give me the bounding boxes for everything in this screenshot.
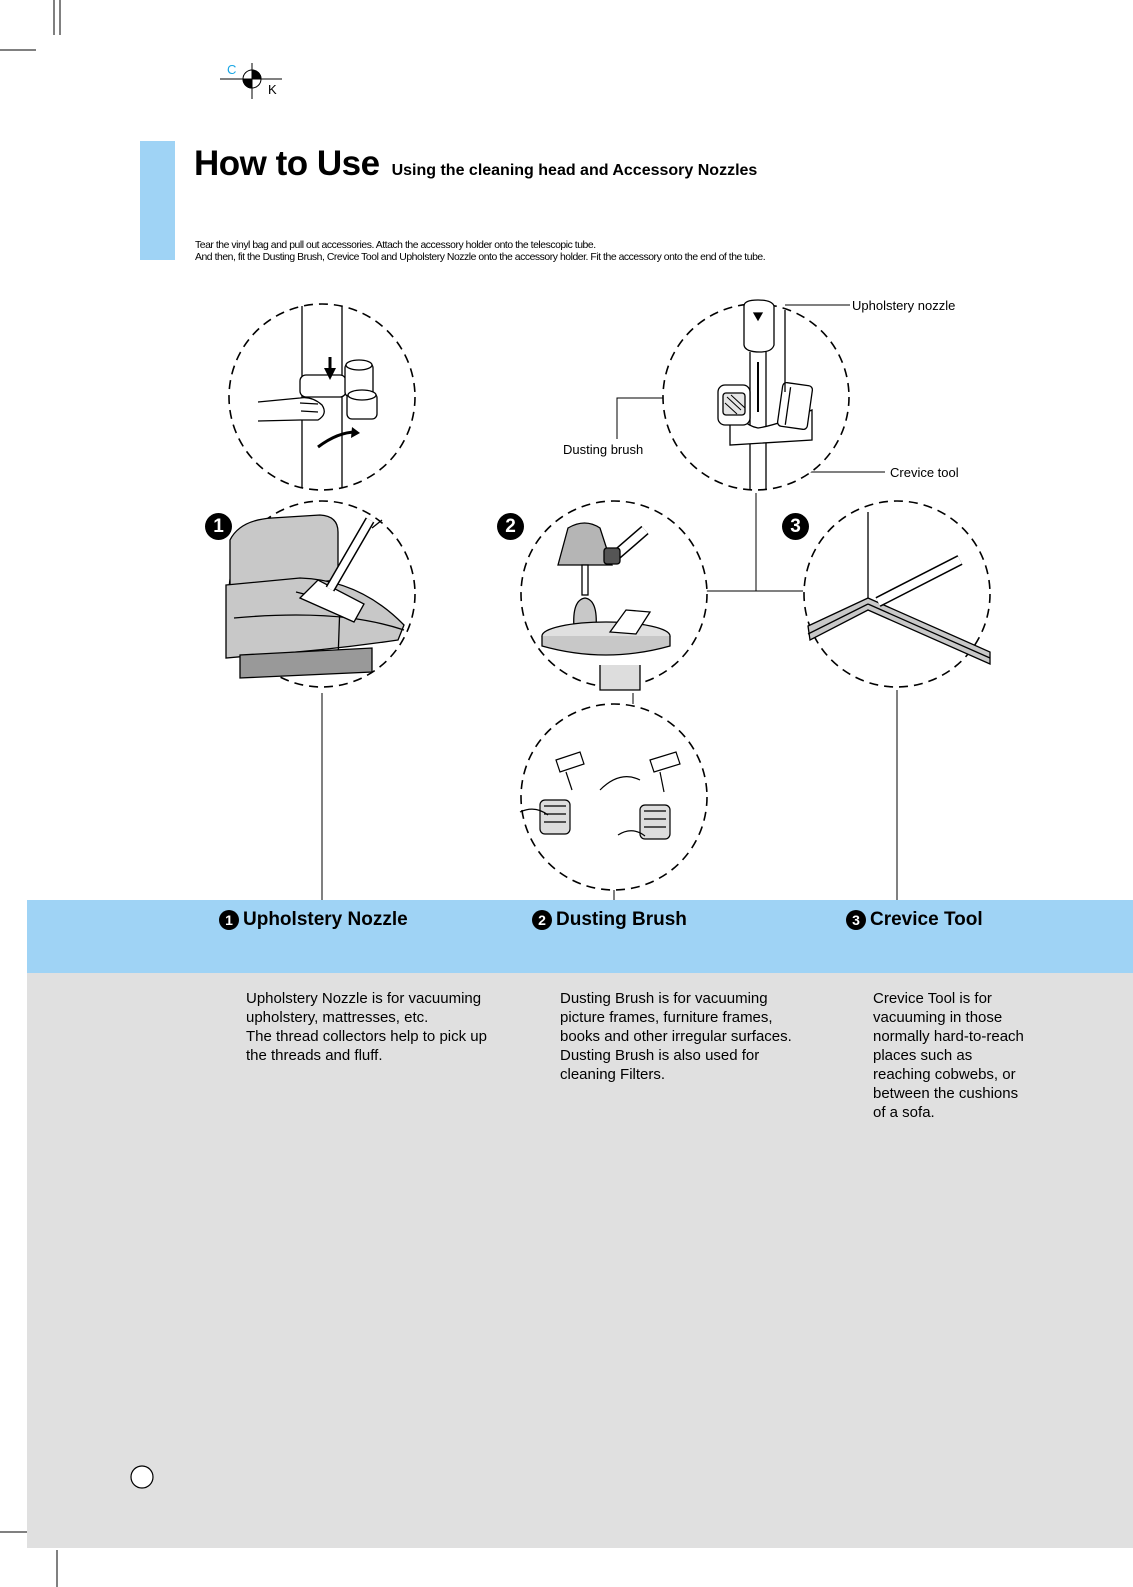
description-line: reaching cobwebs, or bbox=[873, 1066, 1016, 1083]
page-title: How to Use bbox=[194, 144, 380, 183]
number-badge: 1 bbox=[219, 910, 239, 930]
column-title: Dusting Brush bbox=[556, 909, 687, 930]
number-badge: 2 bbox=[532, 910, 552, 930]
page-header bbox=[194, 144, 757, 184]
step-number-3: 3 bbox=[782, 513, 809, 540]
description-line: cleaning Filters. bbox=[560, 1066, 666, 1083]
description-line: the threads and fluff. bbox=[246, 1047, 383, 1064]
description-line: books and other irregular surfaces. bbox=[560, 1028, 792, 1045]
description-crevice bbox=[873, 989, 1024, 1122]
description-line: Upholstery Nozzle is for vacuuming bbox=[246, 990, 482, 1007]
description-line: vacuuming in those bbox=[873, 1009, 1003, 1026]
description-line: Crevice Tool is for bbox=[873, 990, 992, 1007]
description-line: picture frames, furniture frames, bbox=[560, 1009, 773, 1026]
page-subtitle: Using the cleaning head and Accessory Nozzles bbox=[391, 162, 758, 179]
illustration-holder-attach bbox=[229, 304, 415, 490]
callout-upholstery-nozzle: Upholstery nozzle bbox=[852, 298, 956, 313]
description-line: Dusting Brush is also used for bbox=[560, 1047, 760, 1064]
column-heading-upholstery bbox=[219, 909, 408, 931]
callout-crevice-tool: Crevice tool bbox=[890, 465, 959, 480]
description-line: of a sofa. bbox=[873, 1104, 935, 1121]
page-number-circle bbox=[131, 1466, 153, 1488]
reg-mark-k: K bbox=[268, 82, 277, 97]
step-number-1: 1 bbox=[205, 513, 232, 540]
illustration-filter-cleaning bbox=[520, 704, 707, 890]
column-title: Upholstery Nozzle bbox=[243, 909, 408, 930]
step-number-2: 2 bbox=[497, 513, 524, 540]
description-line: The thread collectors help to pick up bbox=[246, 1028, 487, 1045]
intro-line: Tear the vinyl bag and pull out accessories. Attach the accessory holder onto the telescopic tube. bbox=[195, 240, 596, 251]
column-title: Crevice Tool bbox=[870, 909, 983, 930]
description-line: Dusting Brush is for vacuuming bbox=[560, 990, 768, 1007]
description-upholstery bbox=[246, 989, 487, 1065]
intro-line: And then, fit the Dusting Brush, Crevice Tool and Upholstery Nozzle onto the accessory holder. Fit the accessory onto the end of the tube. bbox=[195, 252, 766, 263]
intro-text bbox=[195, 240, 765, 264]
illustration-upholstery-sofa bbox=[226, 501, 415, 687]
description-line: places such as bbox=[873, 1047, 973, 1064]
description-dusting bbox=[560, 989, 792, 1084]
reg-mark-c: C bbox=[227, 62, 237, 77]
illustration-accessory-set bbox=[663, 300, 849, 490]
callout-dusting-brush: Dusting brush bbox=[563, 442, 644, 457]
column-heading-dusting bbox=[532, 909, 687, 931]
column-heading-crevice bbox=[846, 909, 983, 931]
header-accent-bar bbox=[140, 141, 175, 260]
illustration-dusting-lamp bbox=[521, 501, 707, 690]
illustration-crevice-corner bbox=[804, 501, 990, 687]
description-line: upholstery, mattresses, etc. bbox=[246, 1009, 429, 1026]
description-line: between the cushions bbox=[873, 1085, 1019, 1102]
description-line: normally hard-to-reach bbox=[873, 1028, 1024, 1045]
number-badge: 3 bbox=[846, 910, 866, 930]
